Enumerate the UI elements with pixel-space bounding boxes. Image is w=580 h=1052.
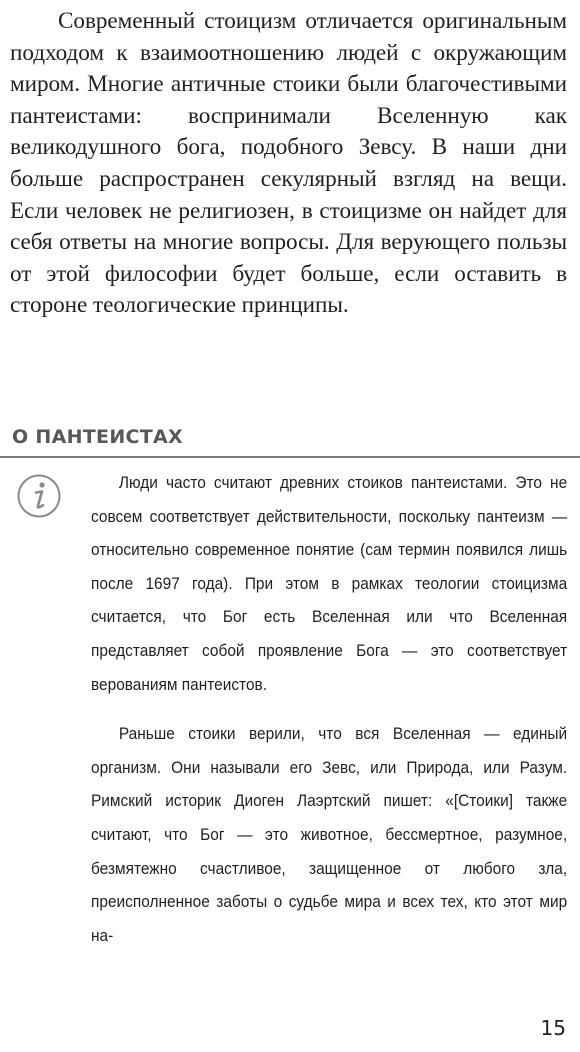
- info-icon: [17, 474, 61, 518]
- sidebar-heading: О ПАНТЕИСТАХ: [12, 426, 183, 448]
- body-paragraph: Современный стоицизм отличается оригинальным подходом к взаимоотношению людей с окружающим миром. Многие античные стоики были благочестивыми пантеистами: воспринимали Вселенную как великодушного бога, подобного Зевсу. В наши дни больше распространен секулярный взгляд на вещи. Если человек не религиозен, в стоицизме он найдет для себя ответы на многие вопросы. Для верующего пользы от этой философии будет больше, если оставить в стороне теологические принципы.: [10, 8, 567, 319]
- sidebar-paragraph: Люди часто считают древних стоиков пантеистами. Это не совсем соответствует действительности, поскольку пантеизм — относительно современное понятие (сам термин появился лишь после 1697 года). При этом в рамках теологии стоицизма считается, что Бог есть Вселенная или что Вселенная представляет собой проявление Бога — это соответствует верованиям пантеистов.: [91, 473, 568, 694]
- sidebar-divider: [0, 456, 580, 458]
- page-number: 15: [540, 1016, 566, 1040]
- sidebar-body: [91, 466, 567, 952]
- sidebar-paragraph: Раньше стоики верили, что вся Вселенная — единый организм. Они называли его Зевс, или Природа, или Разум. Римский историк Диоген Лаэртский пишет: «[Стоики] также считают, что Бог — это животное, бессмертное, разумное, безмятежно счастливое, защищенное от любого зла, преисполненное заботы о судьбе мира и всех тех, кто этот мир на-: [91, 724, 568, 945]
